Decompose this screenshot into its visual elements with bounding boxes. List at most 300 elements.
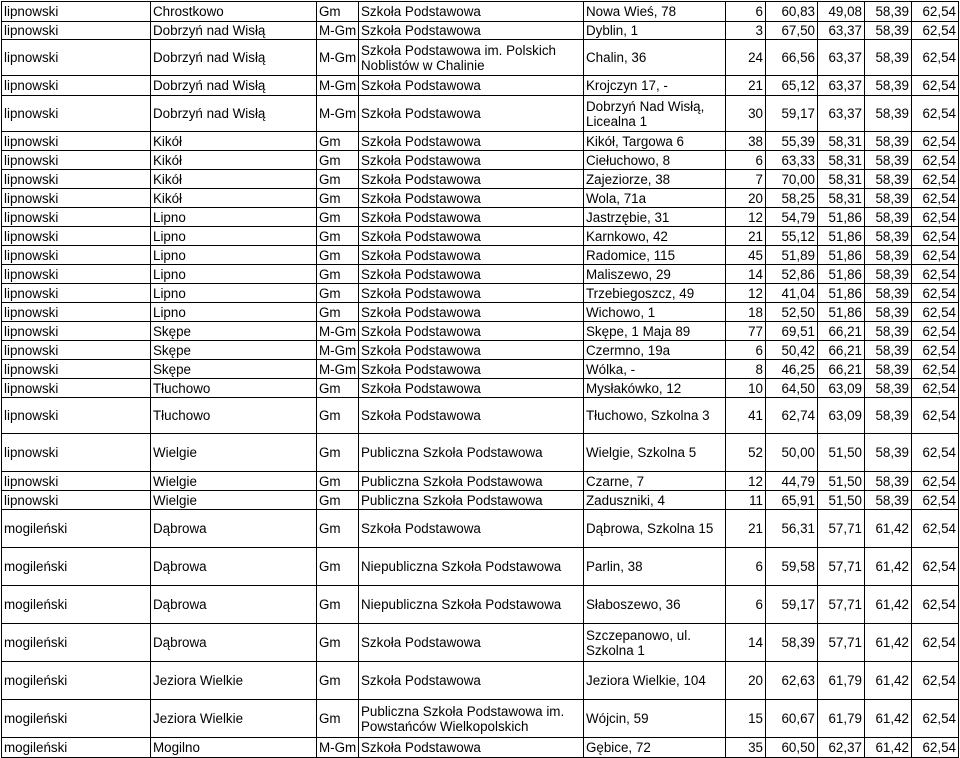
school-score-cell: 69,51 <box>766 322 818 341</box>
powiat-cell: lipnowski <box>2 303 151 322</box>
powiat-score-cell: 58,39 <box>865 491 912 510</box>
school-name-cell: Publiczna Szkoła Podstawowa <box>359 491 584 510</box>
school-name-cell: Szkoła Podstawowa <box>359 76 584 96</box>
gmina-type-cell: M-Gm <box>317 322 359 341</box>
gmina-score-cell: 51,50 <box>818 491 865 510</box>
powiat-score-cell: 58,39 <box>865 189 912 208</box>
table-row <box>2 76 959 96</box>
address-cell: Skępe, 1 Maja 89 <box>584 322 726 341</box>
table-row <box>2 341 959 360</box>
gmina-score-cell: 66,21 <box>818 322 865 341</box>
powiat-cell: lipnowski <box>2 151 151 170</box>
gmina-score-cell: 62,37 <box>818 738 865 758</box>
gmina-cell: Dobrzyń nad Wisłą <box>151 22 317 40</box>
region-score-cell: 62,54 <box>912 132 959 151</box>
gmina-score-cell: 61,79 <box>818 662 865 700</box>
gmina-type-cell: Gm <box>317 548 359 586</box>
student-count-cell: 6 <box>726 341 766 360</box>
school-name-cell: Szkoła Podstawowa <box>359 189 584 208</box>
region-score-cell: 62,54 <box>912 700 959 738</box>
address-cell: Wólka, - <box>584 360 726 379</box>
address-cell: Gębice, 72 <box>584 738 726 758</box>
address-cell: Krojczyn 17, - <box>584 76 726 96</box>
gmina-score-cell: 51,86 <box>818 246 865 265</box>
powiat-cell: lipnowski <box>2 40 151 76</box>
powiat-cell: mogileński <box>2 510 151 548</box>
gmina-score-cell: 51,86 <box>818 265 865 284</box>
gmina-type-cell: Gm <box>317 132 359 151</box>
powiat-cell: lipnowski <box>2 76 151 96</box>
address-cell: Jastrzębie, 31 <box>584 208 726 227</box>
school-score-cell: 44,79 <box>766 472 818 491</box>
powiat-score-cell: 58,39 <box>865 132 912 151</box>
powiat-cell: lipnowski <box>2 341 151 360</box>
gmina-score-cell: 63,37 <box>818 76 865 96</box>
powiat-score-cell: 61,42 <box>865 624 912 662</box>
address-cell: Wójcin, 59 <box>584 700 726 738</box>
table-row <box>2 22 959 40</box>
gmina-cell: Lipno <box>151 227 317 246</box>
school-name-cell: Szkoła Podstawowa <box>359 22 584 40</box>
address-cell: Parlin, 38 <box>584 548 726 586</box>
region-score-cell: 62,54 <box>912 76 959 96</box>
student-count-cell: 21 <box>726 510 766 548</box>
gmina-type-cell: Gm <box>317 151 359 170</box>
gmina-score-cell: 57,71 <box>818 624 865 662</box>
address-cell: Radomice, 115 <box>584 246 726 265</box>
powiat-score-cell: 58,39 <box>865 284 912 303</box>
gmina-score-cell: 51,86 <box>818 208 865 227</box>
school-score-cell: 50,42 <box>766 341 818 360</box>
school-score-cell: 60,50 <box>766 738 818 758</box>
school-name-cell: Szkoła Podstawowa <box>359 624 584 662</box>
powiat-cell: lipnowski <box>2 96 151 132</box>
school-score-cell: 64,50 <box>766 379 818 398</box>
student-count-cell: 21 <box>726 76 766 96</box>
table-row <box>2 265 959 284</box>
region-score-cell: 62,54 <box>912 360 959 379</box>
gmina-score-cell: 66,21 <box>818 360 865 379</box>
region-score-cell: 62,54 <box>912 2 959 22</box>
gmina-type-cell: Gm <box>317 491 359 510</box>
gmina-type-cell: Gm <box>317 246 359 265</box>
powiat-cell: lipnowski <box>2 379 151 398</box>
gmina-cell: Kikół <box>151 132 317 151</box>
region-score-cell: 62,54 <box>912 208 959 227</box>
powiat-score-cell: 58,39 <box>865 227 912 246</box>
gmina-cell: Kikół <box>151 189 317 208</box>
school-name-cell: Szkoła Podstawowa <box>359 2 584 22</box>
powiat-score-cell: 58,39 <box>865 265 912 284</box>
gmina-cell: Dąbrowa <box>151 510 317 548</box>
gmina-score-cell: 63,37 <box>818 22 865 40</box>
table-row <box>2 700 959 738</box>
student-count-cell: 35 <box>726 738 766 758</box>
school-score-cell: 62,63 <box>766 662 818 700</box>
powiat-cell: mogileński <box>2 738 151 758</box>
school-score-cell: 60,67 <box>766 700 818 738</box>
gmina-cell: Tłuchowo <box>151 398 317 434</box>
school-name-cell: Niepubliczna Szkoła Podstawowa <box>359 548 584 586</box>
gmina-type-cell: Gm <box>317 510 359 548</box>
table-row <box>2 322 959 341</box>
gmina-cell: Skępe <box>151 322 317 341</box>
address-cell: Jeziora Wielkie, 104 <box>584 662 726 700</box>
student-count-cell: 15 <box>726 700 766 738</box>
region-score-cell: 62,54 <box>912 189 959 208</box>
powiat-score-cell: 58,39 <box>865 170 912 189</box>
school-score-cell: 70,00 <box>766 170 818 189</box>
address-cell: Zaduszniki, 4 <box>584 491 726 510</box>
address-cell: Karnkowo, 42 <box>584 227 726 246</box>
student-count-cell: 12 <box>726 208 766 227</box>
gmina-score-cell: 49,08 <box>818 2 865 22</box>
school-score-cell: 65,12 <box>766 76 818 96</box>
gmina-cell: Chrostkowo <box>151 2 317 22</box>
school-score-cell: 59,17 <box>766 586 818 624</box>
gmina-cell: Dobrzyń nad Wisłą <box>151 96 317 132</box>
address-cell: Chalin, 36 <box>584 40 726 76</box>
gmina-type-cell: Gm <box>317 2 359 22</box>
powiat-cell: lipnowski <box>2 170 151 189</box>
school-name-cell: Publiczna Szkoła Podstawowa im. Powstańców Wielkopolskich <box>359 700 584 738</box>
school-score-cell: 41,04 <box>766 284 818 303</box>
powiat-cell: lipnowski <box>2 265 151 284</box>
gmina-type-cell: M-Gm <box>317 76 359 96</box>
powiat-score-cell: 58,39 <box>865 22 912 40</box>
table-row <box>2 208 959 227</box>
table-row <box>2 284 959 303</box>
region-score-cell: 62,54 <box>912 586 959 624</box>
gmina-cell: Lipno <box>151 208 317 227</box>
school-name-cell: Szkoła Podstawowa <box>359 96 584 132</box>
powiat-cell: lipnowski <box>2 398 151 434</box>
gmina-cell: Dąbrowa <box>151 624 317 662</box>
gmina-score-cell: 51,86 <box>818 227 865 246</box>
student-count-cell: 41 <box>726 398 766 434</box>
powiat-score-cell: 58,39 <box>865 2 912 22</box>
school-name-cell: Publiczna Szkoła Podstawowa <box>359 472 584 491</box>
school-score-cell: 52,50 <box>766 303 818 322</box>
powiat-cell: mogileński <box>2 586 151 624</box>
region-score-cell: 62,54 <box>912 170 959 189</box>
gmina-type-cell: Gm <box>317 227 359 246</box>
table-row <box>2 379 959 398</box>
school-score-cell: 66,56 <box>766 40 818 76</box>
region-score-cell: 62,54 <box>912 40 959 76</box>
gmina-type-cell: Gm <box>317 284 359 303</box>
powiat-cell: lipnowski <box>2 189 151 208</box>
table-row <box>2 662 959 700</box>
gmina-cell: Wielgie <box>151 491 317 510</box>
gmina-cell: Jeziora Wielkie <box>151 700 317 738</box>
powiat-cell: lipnowski <box>2 208 151 227</box>
powiat-cell: lipnowski <box>2 491 151 510</box>
address-cell: Czermno, 19a <box>584 341 726 360</box>
table-row <box>2 189 959 208</box>
powiat-score-cell: 61,42 <box>865 700 912 738</box>
school-name-cell: Szkoła Podstawowa <box>359 360 584 379</box>
address-cell: Nowa Wieś, 78 <box>584 2 726 22</box>
powiat-cell: lipnowski <box>2 246 151 265</box>
powiat-score-cell: 58,39 <box>865 76 912 96</box>
region-score-cell: 62,54 <box>912 398 959 434</box>
powiat-cell: lipnowski <box>2 284 151 303</box>
region-score-cell: 62,54 <box>912 284 959 303</box>
gmina-cell: Dąbrowa <box>151 548 317 586</box>
powiat-score-cell: 58,39 <box>865 398 912 434</box>
student-count-cell: 52 <box>726 434 766 472</box>
table-row <box>2 132 959 151</box>
region-score-cell: 62,54 <box>912 510 959 548</box>
gmina-cell: Skępe <box>151 341 317 360</box>
table-row <box>2 303 959 322</box>
table-row <box>2 360 959 379</box>
school-score-cell: 63,33 <box>766 151 818 170</box>
school-score-cell: 58,39 <box>766 624 818 662</box>
gmina-type-cell: Gm <box>317 662 359 700</box>
powiat-score-cell: 61,42 <box>865 510 912 548</box>
powiat-cell: mogileński <box>2 624 151 662</box>
table-row <box>2 96 959 132</box>
powiat-score-cell: 58,39 <box>865 322 912 341</box>
school-score-cell: 55,39 <box>766 132 818 151</box>
gmina-score-cell: 58,31 <box>818 189 865 208</box>
gmina-type-cell: M-Gm <box>317 360 359 379</box>
powiat-score-cell: 58,39 <box>865 96 912 132</box>
student-count-cell: 45 <box>726 246 766 265</box>
region-score-cell: 62,54 <box>912 738 959 758</box>
region-score-cell: 62,54 <box>912 303 959 322</box>
region-score-cell: 62,54 <box>912 379 959 398</box>
school-score-cell: 50,00 <box>766 434 818 472</box>
gmina-cell: Wielgie <box>151 472 317 491</box>
region-score-cell: 62,54 <box>912 322 959 341</box>
gmina-score-cell: 57,71 <box>818 548 865 586</box>
gmina-score-cell: 51,50 <box>818 472 865 491</box>
school-score-cell: 56,31 <box>766 510 818 548</box>
school-name-cell: Szkoła Podstawowa im. Polskich Noblistów w Chalinie <box>359 40 584 76</box>
region-score-cell: 62,54 <box>912 265 959 284</box>
gmina-type-cell: Gm <box>317 624 359 662</box>
student-count-cell: 11 <box>726 491 766 510</box>
gmina-type-cell: Gm <box>317 170 359 189</box>
gmina-cell: Lipno <box>151 265 317 284</box>
gmina-score-cell: 58,31 <box>818 132 865 151</box>
student-count-cell: 3 <box>726 22 766 40</box>
powiat-cell: lipnowski <box>2 132 151 151</box>
powiat-cell: lipnowski <box>2 434 151 472</box>
powiat-score-cell: 58,39 <box>865 472 912 491</box>
school-name-cell: Szkoła Podstawowa <box>359 170 584 189</box>
gmina-type-cell: Gm <box>317 586 359 624</box>
school-name-cell: Szkoła Podstawowa <box>359 151 584 170</box>
powiat-score-cell: 61,42 <box>865 662 912 700</box>
address-cell: Tłuchowo, Szkolna 3 <box>584 398 726 434</box>
region-score-cell: 62,54 <box>912 341 959 360</box>
gmina-score-cell: 66,21 <box>818 341 865 360</box>
address-cell: Dyblin, 1 <box>584 22 726 40</box>
gmina-cell: Dąbrowa <box>151 586 317 624</box>
address-cell: Wichowo, 1 <box>584 303 726 322</box>
student-count-cell: 10 <box>726 379 766 398</box>
gmina-score-cell: 51,86 <box>818 303 865 322</box>
region-score-cell: 62,54 <box>912 472 959 491</box>
powiat-cell: lipnowski <box>2 227 151 246</box>
powiat-score-cell: 61,42 <box>865 586 912 624</box>
region-score-cell: 62,54 <box>912 662 959 700</box>
address-cell: Słaboszewo, 36 <box>584 586 726 624</box>
student-count-cell: 14 <box>726 624 766 662</box>
school-score-cell: 67,50 <box>766 22 818 40</box>
gmina-type-cell: M-Gm <box>317 341 359 360</box>
gmina-score-cell: 58,31 <box>818 151 865 170</box>
school-name-cell: Publiczna Szkoła Podstawowa <box>359 434 584 472</box>
school-name-cell: Szkoła Podstawowa <box>359 227 584 246</box>
address-cell: Wola, 71a <box>584 189 726 208</box>
gmina-cell: Skępe <box>151 360 317 379</box>
gmina-type-cell: M-Gm <box>317 96 359 132</box>
gmina-score-cell: 63,37 <box>818 40 865 76</box>
gmina-cell: Lipno <box>151 246 317 265</box>
powiat-score-cell: 58,39 <box>865 151 912 170</box>
school-score-cell: 59,58 <box>766 548 818 586</box>
region-score-cell: 62,54 <box>912 246 959 265</box>
powiat-cell: lipnowski <box>2 22 151 40</box>
gmina-type-cell: Gm <box>317 208 359 227</box>
table-row <box>2 548 959 586</box>
school-name-cell: Szkoła Podstawowa <box>359 284 584 303</box>
school-score-cell: 65,91 <box>766 491 818 510</box>
student-count-cell: 6 <box>726 151 766 170</box>
school-name-cell: Szkoła Podstawowa <box>359 208 584 227</box>
school-score-cell: 62,74 <box>766 398 818 434</box>
gmina-cell: Jeziora Wielkie <box>151 662 317 700</box>
school-name-cell: Szkoła Podstawowa <box>359 662 584 700</box>
gmina-type-cell: Gm <box>317 398 359 434</box>
powiat-score-cell: 58,39 <box>865 246 912 265</box>
student-count-cell: 12 <box>726 472 766 491</box>
powiat-cell: lipnowski <box>2 2 151 22</box>
powiat-cell: mogileński <box>2 548 151 586</box>
school-results-table <box>1 1 959 758</box>
student-count-cell: 18 <box>726 303 766 322</box>
school-score-cell: 55,12 <box>766 227 818 246</box>
gmina-score-cell: 63,09 <box>818 398 865 434</box>
powiat-cell: lipnowski <box>2 322 151 341</box>
gmina-score-cell: 63,37 <box>818 96 865 132</box>
powiat-score-cell: 58,39 <box>865 303 912 322</box>
student-count-cell: 38 <box>726 132 766 151</box>
region-score-cell: 62,54 <box>912 434 959 472</box>
school-name-cell: Szkoła Podstawowa <box>359 322 584 341</box>
student-count-cell: 21 <box>726 227 766 246</box>
powiat-cell: mogileński <box>2 662 151 700</box>
gmina-score-cell: 61,79 <box>818 700 865 738</box>
gmina-score-cell: 51,86 <box>818 284 865 303</box>
student-count-cell: 7 <box>726 170 766 189</box>
region-score-cell: 62,54 <box>912 22 959 40</box>
gmina-score-cell: 63,09 <box>818 379 865 398</box>
gmina-type-cell: Gm <box>317 434 359 472</box>
powiat-score-cell: 58,39 <box>865 360 912 379</box>
gmina-type-cell: Gm <box>317 379 359 398</box>
address-cell: Szczepanowo, ul. Szkolna 1 <box>584 624 726 662</box>
table-row <box>2 738 959 758</box>
gmina-cell: Dobrzyń nad Wisłą <box>151 76 317 96</box>
student-count-cell: 30 <box>726 96 766 132</box>
student-count-cell: 6 <box>726 548 766 586</box>
gmina-cell: Kikół <box>151 170 317 189</box>
address-cell: Dobrzyń Nad Wisłą, Licealna 1 <box>584 96 726 132</box>
gmina-score-cell: 58,31 <box>818 170 865 189</box>
address-cell: Mysłakówko, 12 <box>584 379 726 398</box>
table-row <box>2 434 959 472</box>
powiat-cell: mogileński <box>2 700 151 738</box>
table-row <box>2 491 959 510</box>
student-count-cell: 20 <box>726 189 766 208</box>
school-name-cell: Szkoła Podstawowa <box>359 132 584 151</box>
table-row <box>2 398 959 434</box>
address-cell: Wielgie, Szkolna 5 <box>584 434 726 472</box>
school-name-cell: Szkoła Podstawowa <box>359 379 584 398</box>
student-count-cell: 6 <box>726 2 766 22</box>
region-score-cell: 62,54 <box>912 548 959 586</box>
school-name-cell: Niepubliczna Szkoła Podstawowa <box>359 586 584 624</box>
gmina-type-cell: Gm <box>317 303 359 322</box>
powiat-cell: lipnowski <box>2 360 151 379</box>
gmina-cell: Lipno <box>151 284 317 303</box>
gmina-score-cell: 57,71 <box>818 586 865 624</box>
gmina-cell: Tłuchowo <box>151 379 317 398</box>
gmina-cell: Dobrzyń nad Wisłą <box>151 40 317 76</box>
student-count-cell: 24 <box>726 40 766 76</box>
gmina-cell: Mogilno <box>151 738 317 758</box>
table-row <box>2 624 959 662</box>
table-row <box>2 510 959 548</box>
gmina-type-cell: M-Gm <box>317 40 359 76</box>
address-cell: Ciełuchowo, 8 <box>584 151 726 170</box>
gmina-cell: Wielgie <box>151 434 317 472</box>
region-score-cell: 62,54 <box>912 227 959 246</box>
school-score-cell: 46,25 <box>766 360 818 379</box>
table-row <box>2 151 959 170</box>
school-name-cell: Szkoła Podstawowa <box>359 246 584 265</box>
student-count-cell: 12 <box>726 284 766 303</box>
powiat-score-cell: 58,39 <box>865 341 912 360</box>
school-name-cell: Szkoła Podstawowa <box>359 341 584 360</box>
table-row <box>2 2 959 22</box>
school-score-cell: 52,86 <box>766 265 818 284</box>
table-row <box>2 227 959 246</box>
powiat-cell: lipnowski <box>2 472 151 491</box>
region-score-cell: 62,54 <box>912 96 959 132</box>
gmina-type-cell: M-Gm <box>317 738 359 758</box>
address-cell: Zajeziorze, 38 <box>584 170 726 189</box>
school-name-cell: Szkoła Podstawowa <box>359 303 584 322</box>
powiat-score-cell: 58,39 <box>865 379 912 398</box>
gmina-type-cell: Gm <box>317 700 359 738</box>
table-row <box>2 40 959 76</box>
region-score-cell: 62,54 <box>912 491 959 510</box>
gmina-cell: Lipno <box>151 303 317 322</box>
powiat-score-cell: 58,39 <box>865 434 912 472</box>
table-row <box>2 246 959 265</box>
school-score-cell: 54,79 <box>766 208 818 227</box>
table-row <box>2 472 959 491</box>
school-name-cell: Szkoła Podstawowa <box>359 738 584 758</box>
gmina-score-cell: 57,71 <box>818 510 865 548</box>
